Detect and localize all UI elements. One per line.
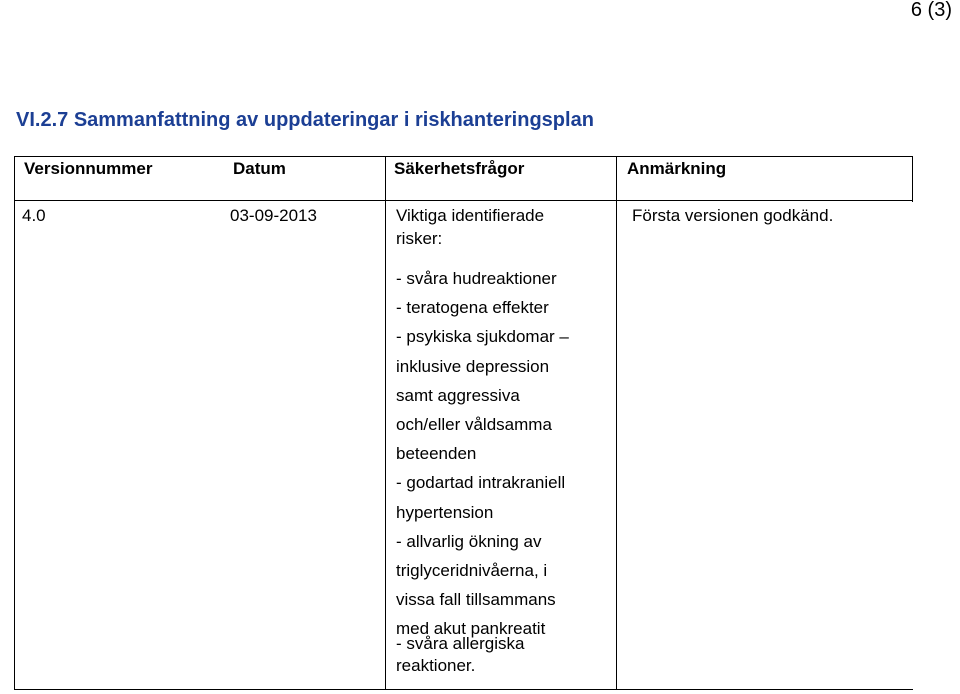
table-column-divider xyxy=(616,156,617,690)
cell-date: 03-09-2013 xyxy=(230,206,317,225)
risk-line: beteenden xyxy=(396,444,477,464)
safety-intro-line: risker: xyxy=(396,229,443,248)
table-bottom-border xyxy=(14,689,913,690)
table-column-divider xyxy=(385,156,386,690)
cell-remark: Första versionen godkänd. xyxy=(632,206,834,225)
risk-line: - svåra allergiska xyxy=(396,634,525,653)
page-number: 6 (3) xyxy=(910,0,952,21)
risk-line: - teratogena effekter xyxy=(396,298,549,318)
risk-line: samt aggressiva xyxy=(396,385,520,405)
header-date: Datum xyxy=(233,159,286,178)
section-heading: VI.2.7 Sammanfattning av uppdateringar i riskhanteringsplan xyxy=(16,109,594,131)
risk-line: triglyceridnivåerna, i xyxy=(396,560,548,580)
risk-line: och/eller våldsamma xyxy=(396,414,552,434)
risk-line: inklusive depression xyxy=(396,356,550,376)
table-left-border xyxy=(14,156,15,690)
risk-line: - psykiska sjukdomar – xyxy=(396,327,569,347)
safety-intro-line: Viktiga identifierade xyxy=(396,206,545,225)
cell-version: 4.0 xyxy=(22,206,46,225)
table-top-border xyxy=(14,156,913,157)
risk-line: - allvarlig ökning av xyxy=(396,531,542,551)
table-right-border xyxy=(912,156,913,202)
risk-line: hypertension xyxy=(396,502,494,522)
risk-line: vissa fall tillsammans xyxy=(396,590,556,610)
safety-risk-tail xyxy=(396,633,525,677)
risk-line: - godartad intrakraniell xyxy=(396,473,566,493)
header-version: Versionnummer xyxy=(24,159,153,178)
header-remark: Anmärkning xyxy=(627,159,727,178)
header-safety: Säkerhetsfrågor xyxy=(394,159,525,178)
table-header-divider xyxy=(14,200,913,201)
risk-line: - svåra hudreaktioner xyxy=(396,269,557,288)
risk-line: reaktioner. xyxy=(396,656,476,675)
risk-line: med akut pankreatit xyxy=(396,619,546,639)
safety-risk-list xyxy=(396,264,569,643)
